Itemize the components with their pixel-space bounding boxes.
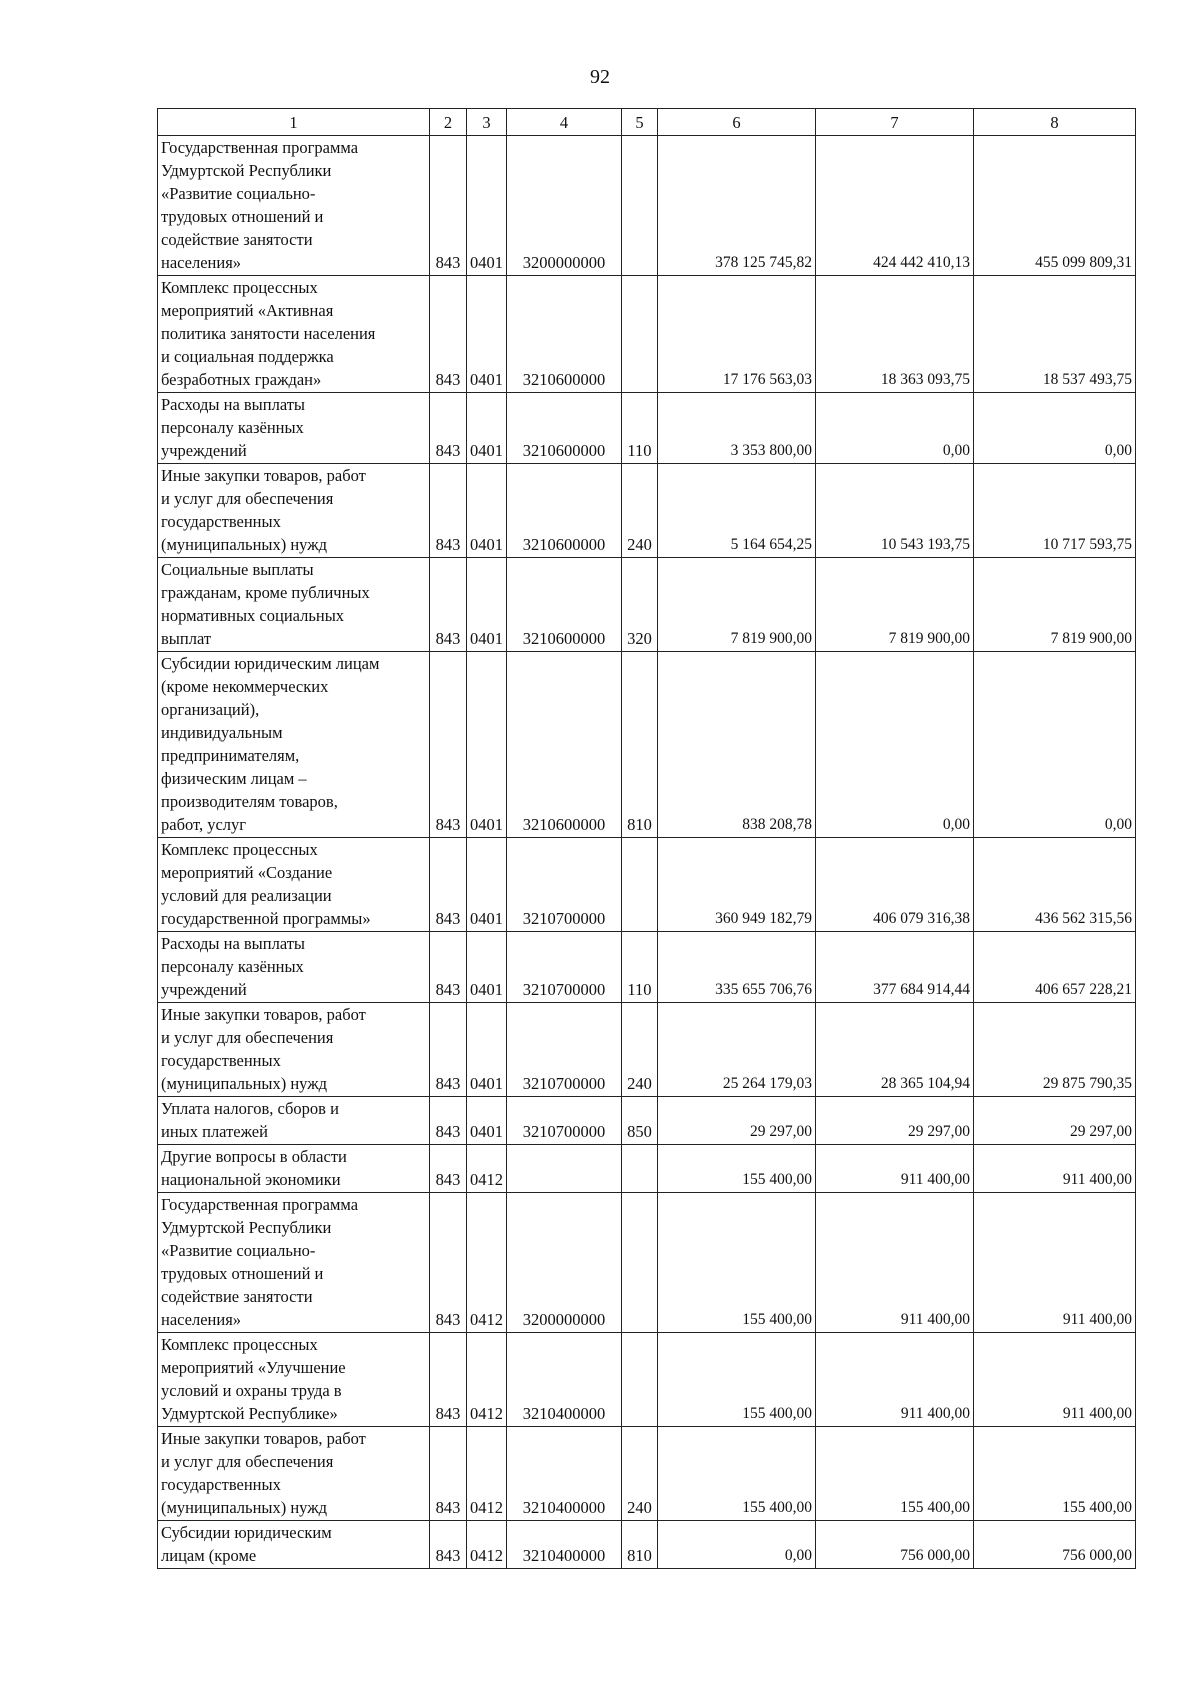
expense-name-cell: Расходы на выплаты персоналу казённых учреждений — [158, 932, 430, 1003]
expense-type-cell — [622, 1333, 658, 1427]
table-row — [158, 136, 1136, 276]
target-article-cell: 3210600000 — [507, 464, 622, 558]
amount-year2-cell: 0,00 — [816, 393, 974, 464]
amount-year3-cell: 911 400,00 — [974, 1333, 1136, 1427]
target-article-cell: 3210700000 — [507, 1097, 622, 1145]
table-row — [158, 276, 1136, 393]
section-code-cell: 0401 — [467, 136, 507, 276]
column-number-row — [158, 109, 1136, 136]
amount-year2-cell: 377 684 914,44 — [816, 932, 974, 1003]
expense-name-cell: Иные закупки товаров, работ и услуг для обеспечения государственных (муниципальных) нужд — [158, 464, 430, 558]
page-number: 92 — [590, 66, 610, 88]
expense-name-cell: Комплекс процессных мероприятий «Улучшение условий и охраны труда в Удмуртской Республике» — [158, 1333, 430, 1427]
department-code-cell: 843 — [430, 136, 467, 276]
expense-name-cell: Другие вопросы в области национальной экономики — [158, 1145, 430, 1193]
column-header: 2 — [430, 109, 467, 136]
amount-year3-cell: 911 400,00 — [974, 1145, 1136, 1193]
expense-name-cell: Уплата налогов, сборов и иных платежей — [158, 1097, 430, 1145]
amount-year1-cell: 3 353 800,00 — [658, 393, 816, 464]
section-code-cell: 0401 — [467, 1097, 507, 1145]
expense-type-cell: 240 — [622, 1427, 658, 1521]
amount-year2-cell: 155 400,00 — [816, 1427, 974, 1521]
amount-year1-cell: 155 400,00 — [658, 1193, 816, 1333]
department-code-cell: 843 — [430, 1427, 467, 1521]
amount-year3-cell: 406 657 228,21 — [974, 932, 1136, 1003]
amount-year2-cell: 0,00 — [816, 652, 974, 838]
department-code-cell: 843 — [430, 652, 467, 838]
target-article-cell: 3210600000 — [507, 393, 622, 464]
section-code-cell: 0401 — [467, 652, 507, 838]
table-row — [158, 464, 1136, 558]
budget-table — [157, 108, 1136, 1569]
table-row — [158, 932, 1136, 1003]
column-header: 6 — [658, 109, 816, 136]
table-row — [158, 652, 1136, 838]
expense-type-cell — [622, 1145, 658, 1193]
column-header: 5 — [622, 109, 658, 136]
expense-name-cell: Иные закупки товаров, работ и услуг для обеспечения государственных (муниципальных) нужд — [158, 1003, 430, 1097]
department-code-cell: 843 — [430, 1003, 467, 1097]
amount-year1-cell: 360 949 182,79 — [658, 838, 816, 932]
department-code-cell: 843 — [430, 393, 467, 464]
section-code-cell: 0412 — [467, 1521, 507, 1569]
target-article-cell: 3210700000 — [507, 838, 622, 932]
expense-type-cell — [622, 1193, 658, 1333]
expense-type-cell: 810 — [622, 652, 658, 838]
column-header: 4 — [507, 109, 622, 136]
amount-year2-cell: 406 079 316,38 — [816, 838, 974, 932]
section-code-cell: 0401 — [467, 464, 507, 558]
amount-year2-cell: 756 000,00 — [816, 1521, 974, 1569]
expense-name-cell: Субсидии юридическим лицам (кроме — [158, 1521, 430, 1569]
table-row — [158, 838, 1136, 932]
expense-name-cell: Государственная программа Удмуртской Республики «Развитие социально- трудовых отношений и содействие занятости населения» — [158, 1193, 430, 1333]
target-article-cell: 3210400000 — [507, 1521, 622, 1569]
department-code-cell: 843 — [430, 1145, 467, 1193]
expense-type-cell — [622, 838, 658, 932]
section-code-cell: 0412 — [467, 1145, 507, 1193]
table-row — [158, 1521, 1136, 1569]
amount-year1-cell: 7 819 900,00 — [658, 558, 816, 652]
table-row — [158, 1003, 1136, 1097]
table-row — [158, 1145, 1136, 1193]
target-article-cell: 3210700000 — [507, 1003, 622, 1097]
amount-year3-cell: 7 819 900,00 — [974, 558, 1136, 652]
amount-year1-cell: 5 164 654,25 — [658, 464, 816, 558]
section-code-cell: 0401 — [467, 838, 507, 932]
table-row — [158, 1427, 1136, 1521]
amount-year3-cell: 455 099 809,31 — [974, 136, 1136, 276]
column-header: 1 — [158, 109, 430, 136]
expense-type-cell: 320 — [622, 558, 658, 652]
expense-type-cell: 240 — [622, 464, 658, 558]
section-code-cell: 0412 — [467, 1193, 507, 1333]
amount-year3-cell: 18 537 493,75 — [974, 276, 1136, 393]
expense-name-cell: Социальные выплаты гражданам, кроме публичных нормативных социальных выплат — [158, 558, 430, 652]
department-code-cell: 843 — [430, 1521, 467, 1569]
department-code-cell: 843 — [430, 1097, 467, 1145]
amount-year1-cell: 0,00 — [658, 1521, 816, 1569]
amount-year3-cell: 0,00 — [974, 652, 1136, 838]
expense-type-cell — [622, 136, 658, 276]
column-header: 7 — [816, 109, 974, 136]
amount-year1-cell: 155 400,00 — [658, 1333, 816, 1427]
department-code-cell: 843 — [430, 1193, 467, 1333]
target-article-cell: 3210700000 — [507, 932, 622, 1003]
amount-year1-cell: 378 125 745,82 — [658, 136, 816, 276]
department-code-cell: 843 — [430, 276, 467, 393]
amount-year2-cell: 28 365 104,94 — [816, 1003, 974, 1097]
expense-type-cell — [622, 276, 658, 393]
department-code-cell: 843 — [430, 838, 467, 932]
table-row — [158, 393, 1136, 464]
expense-type-cell: 240 — [622, 1003, 658, 1097]
expense-name-cell: Субсидии юридическим лицам (кроме некоммерческих организаций), индивидуальным предпринимателям, физическим лицам – производителям товаров, работ, услуг — [158, 652, 430, 838]
expense-type-cell: 850 — [622, 1097, 658, 1145]
amount-year1-cell: 335 655 706,76 — [658, 932, 816, 1003]
section-code-cell: 0401 — [467, 932, 507, 1003]
department-code-cell: 843 — [430, 558, 467, 652]
section-code-cell: 0401 — [467, 558, 507, 652]
expense-name-cell: Государственная программа Удмуртской Республики «Развитие социально- трудовых отношений и содействие занятости населения» — [158, 136, 430, 276]
expense-type-cell: 110 — [622, 393, 658, 464]
amount-year3-cell: 756 000,00 — [974, 1521, 1136, 1569]
column-header: 8 — [974, 109, 1136, 136]
section-code-cell: 0412 — [467, 1427, 507, 1521]
amount-year2-cell: 911 400,00 — [816, 1193, 974, 1333]
table-row — [158, 558, 1136, 652]
expense-type-cell: 810 — [622, 1521, 658, 1569]
target-article-cell: 3200000000 — [507, 1193, 622, 1333]
target-article-cell — [507, 1145, 622, 1193]
amount-year3-cell: 911 400,00 — [974, 1193, 1136, 1333]
expense-name-cell: Иные закупки товаров, работ и услуг для обеспечения государственных (муниципальных) нужд — [158, 1427, 430, 1521]
expense-name-cell: Комплекс процессных мероприятий «Создание условий для реализации государственной программы» — [158, 838, 430, 932]
target-article-cell: 3200000000 — [507, 136, 622, 276]
amount-year2-cell: 911 400,00 — [816, 1333, 974, 1427]
amount-year3-cell: 436 562 315,56 — [974, 838, 1136, 932]
department-code-cell: 843 — [430, 932, 467, 1003]
table-row — [158, 1193, 1136, 1333]
expense-name-cell: Комплекс процессных мероприятий «Активная политика занятости населения и социальная поддержка безработных граждан» — [158, 276, 430, 393]
amount-year1-cell: 838 208,78 — [658, 652, 816, 838]
department-code-cell: 843 — [430, 1333, 467, 1427]
amount-year3-cell: 29 297,00 — [974, 1097, 1136, 1145]
amount-year3-cell: 10 717 593,75 — [974, 464, 1136, 558]
table-row — [158, 1333, 1136, 1427]
amount-year2-cell: 10 543 193,75 — [816, 464, 974, 558]
amount-year1-cell: 29 297,00 — [658, 1097, 816, 1145]
expense-type-cell: 110 — [622, 932, 658, 1003]
amount-year3-cell: 155 400,00 — [974, 1427, 1136, 1521]
table-row — [158, 1097, 1136, 1145]
amount-year2-cell: 911 400,00 — [816, 1145, 974, 1193]
amount-year1-cell: 25 264 179,03 — [658, 1003, 816, 1097]
target-article-cell: 3210400000 — [507, 1427, 622, 1521]
section-code-cell: 0401 — [467, 1003, 507, 1097]
department-code-cell: 843 — [430, 464, 467, 558]
amount-year2-cell: 7 819 900,00 — [816, 558, 974, 652]
amount-year3-cell: 29 875 790,35 — [974, 1003, 1136, 1097]
amount-year1-cell: 155 400,00 — [658, 1145, 816, 1193]
amount-year2-cell: 29 297,00 — [816, 1097, 974, 1145]
amount-year1-cell: 155 400,00 — [658, 1427, 816, 1521]
target-article-cell: 3210600000 — [507, 276, 622, 393]
amount-year2-cell: 18 363 093,75 — [816, 276, 974, 393]
target-article-cell: 3210600000 — [507, 558, 622, 652]
expense-name-cell: Расходы на выплаты персоналу казённых учреждений — [158, 393, 430, 464]
amount-year1-cell: 17 176 563,03 — [658, 276, 816, 393]
section-code-cell: 0401 — [467, 276, 507, 393]
amount-year3-cell: 0,00 — [974, 393, 1136, 464]
amount-year2-cell: 424 442 410,13 — [816, 136, 974, 276]
section-code-cell: 0412 — [467, 1333, 507, 1427]
column-header: 3 — [467, 109, 507, 136]
target-article-cell: 3210600000 — [507, 652, 622, 838]
section-code-cell: 0401 — [467, 393, 507, 464]
target-article-cell: 3210400000 — [507, 1333, 622, 1427]
